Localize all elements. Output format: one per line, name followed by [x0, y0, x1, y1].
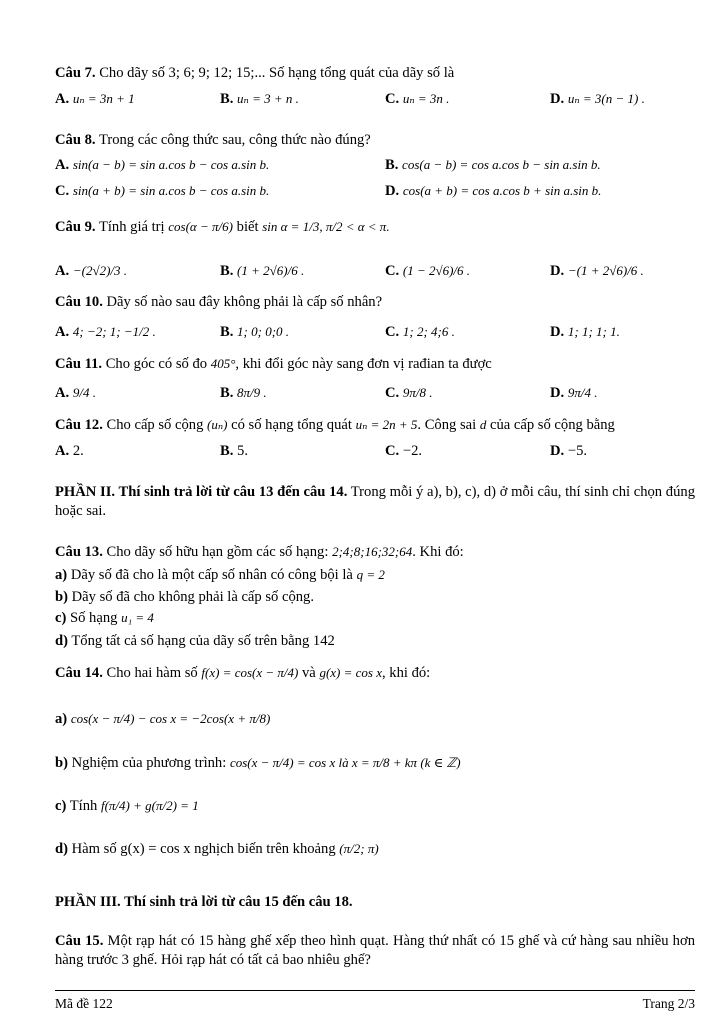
option-b: B. (1 + 2√6)/6 . — [220, 263, 305, 279]
exam-code: Mã đề 122 — [55, 996, 113, 1011]
question-9: Câu 9. Tính giá trị cos(α − π/6) biết sin α = 1/3, π/2 < α < π. — [55, 219, 390, 235]
question-10 — [55, 293, 382, 311]
question-14: Câu 14. Cho hai hàm số f(x) = cos(x − π/4) và g(x) = cos x, khi đó: — [55, 665, 431, 681]
option-b: B. uₙ = 3 + n . — [220, 91, 299, 107]
option-d: D. cos(a + b) = cos a.cos b + sin a.sin b. — [385, 183, 602, 199]
option-d: D. uₙ = 3(n − 1) . — [550, 91, 645, 107]
statement-a: a) Dãy số đã cho là một cấp số nhân có công bội là q = 2 — [55, 567, 385, 583]
statement-b: b) Nghiệm của phương trình: cos(x − π/4) = cos x là x = π/8 + kπ (k ∈ ℤ) — [55, 755, 461, 771]
statement-b: b) Dãy số đã cho không phải là cấp số cộng. — [55, 589, 314, 605]
part-2-heading: PHẦN II. Thí sinh trả lời từ câu 13 đến câu 14. Trong mỗi ý a), b), c), d) ở mỗi câu, thí sinh chỉ chọn đúng hoặc sai. — [55, 484, 695, 519]
page-number: Trang 2/3 — [642, 996, 695, 1011]
question-11: Câu 11. Cho góc có số đo 405°, khi đổi góc này sang đơn vị rađian ta được — [55, 356, 492, 372]
question-8 — [55, 131, 371, 149]
option-d: D. 9π/4 . — [550, 385, 598, 401]
math-degree: 405° — [210, 356, 236, 371]
question-label: Câu 13. — [55, 544, 103, 560]
math-condition: sin α = 1/3, π/2 < α < π. — [262, 219, 390, 234]
question-text: Dãy số nào sau đây không phải là cấp số nhân? — [106, 294, 383, 310]
statement-c: c) Số hạng u₁ = 4 — [55, 610, 154, 626]
question-label: Câu 14. — [55, 665, 103, 681]
footer-divider — [55, 990, 695, 991]
math-expression: cos(α − π/6) — [168, 219, 233, 234]
statement-d: d) Hàm số g(x) = cos x nghịch biến trên khoảng (π/2; π) — [55, 841, 379, 857]
option-a: A. 9/4 . — [55, 385, 96, 401]
question-text: Trong các công thức sau, công thức nào đúng? — [98, 132, 371, 148]
option-b: B. cos(a − b) = cos a.cos b − sin a.sin b. — [385, 157, 601, 173]
option-d: D. 1; 1; 1; 1. — [550, 324, 620, 340]
option-a: A. sin(a − b) = sin a.cos b − cos a.sin b. — [55, 157, 270, 173]
question-text: Cho dãy số 3; 6; 9; 12; 15;... Số hạng tổng quát của dãy số là — [99, 65, 455, 81]
option-a: A. 4; −2; 1; −1/2 . — [55, 324, 156, 340]
option-d: D. −5. — [550, 443, 588, 459]
option-c: C. 1; 2; 4;6 . — [385, 324, 455, 340]
question-label: Câu 10. — [55, 294, 103, 310]
statement-d: d) Tổng tất cả số hạng của dãy số trên bằng 142 — [55, 633, 335, 649]
statement-a: a) cos(x − π/4) − cos x = −2cos(x + π/8) — [55, 711, 271, 727]
option-d: D. −(1 + 2√6)/6 . — [550, 263, 644, 279]
question-label: Câu 12. — [55, 417, 103, 433]
question-12: Câu 12. Cho cấp số cộng (uₙ) có số hạng tổng quát uₙ = 2n + 5. Công sai d của cấp số cộng bằng — [55, 417, 615, 433]
question-7 — [55, 64, 454, 82]
option-c: C. sin(a + b) = sin a.cos b − cos a.sin b. — [55, 183, 270, 199]
question-label: Câu 7. — [55, 65, 96, 81]
option-b: B. 1; 0; 0;0 . — [220, 324, 290, 340]
question-label: Câu 9. — [55, 219, 96, 235]
question-label: Câu 15. — [55, 933, 104, 949]
option-c: C. uₙ = 3n . — [385, 91, 450, 107]
statement-c: c) Tính f(π/4) + g(π/2) = 1 — [55, 798, 199, 814]
question-label: Câu 8. — [55, 132, 96, 148]
option-c: C. (1 − 2√6)/6 . — [385, 263, 471, 279]
question-label: Câu 11. — [55, 356, 103, 372]
option-b: B. 8π/9 . — [220, 385, 267, 401]
option-a: A. uₙ = 3n + 1 — [55, 91, 135, 107]
question-13: Câu 13. Cho dãy số hữu hạn gồm các số hạng: 2;4;8;16;32;64. Khi đó: — [55, 544, 464, 560]
option-a: A. −(2√2)/3 . — [55, 263, 128, 279]
question-15: Câu 15. Một rạp hát có 15 hàng ghế xếp theo hình quạt. Hàng thứ nhất có 15 ghế và cứ hàng sau nhiều hơn hàng trước 3 ghế. Hỏi rạp hát có tất cả bao nhiêu ghế? — [55, 933, 695, 968]
option-c: C. 9π/8 . — [385, 385, 433, 401]
part-3-heading: PHẦN III. Thí sinh trả lời từ câu 15 đến câu 18. — [55, 894, 353, 910]
option-c: C. −2. — [385, 443, 423, 459]
option-b: B. 5. — [220, 443, 248, 459]
option-a: A. 2. — [55, 443, 84, 459]
